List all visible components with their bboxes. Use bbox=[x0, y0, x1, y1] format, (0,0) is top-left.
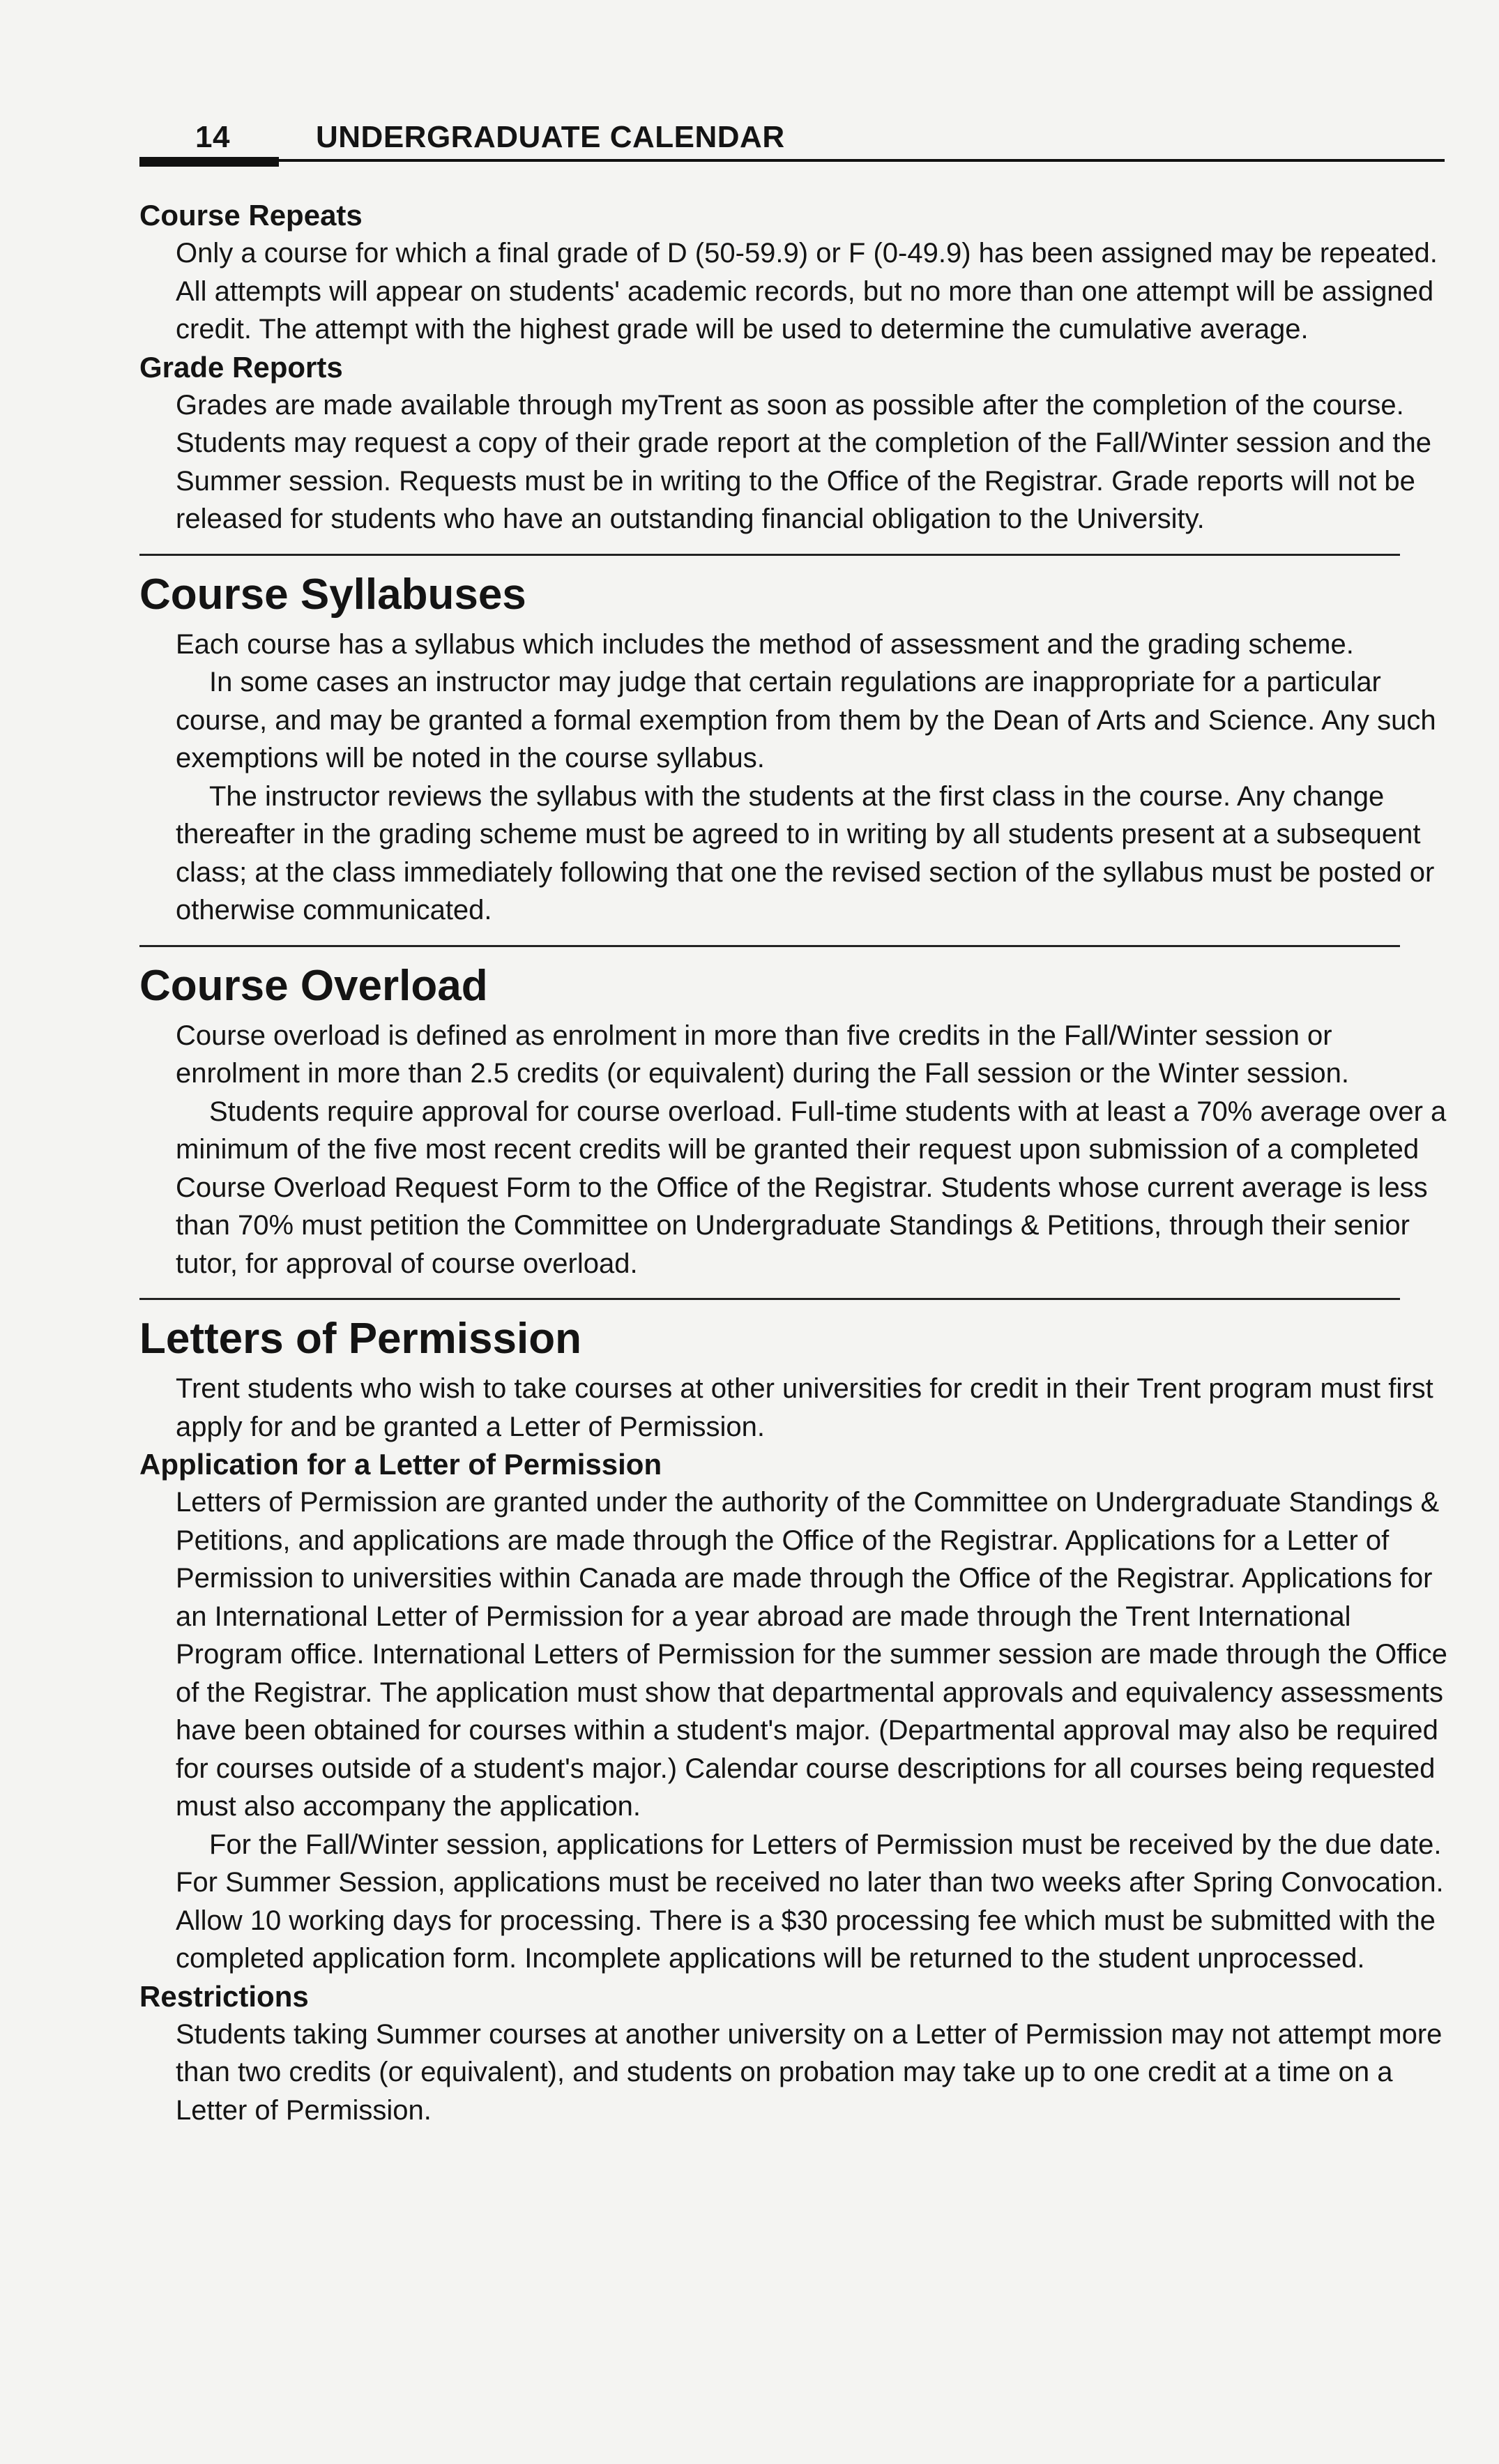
grade-reports-heading: Grade Reports bbox=[139, 350, 343, 384]
course-overload-title: Course Overload bbox=[139, 961, 488, 1010]
application-heading: Application for a Letter of Permission bbox=[139, 1448, 662, 1481]
course-overload-p1: Course overload is defined as enrolment in more than five credits in the Fall/Winter session or enrolment in more than 2.5 credits (or equivalent) during the Fall session or the Winter session. bbox=[176, 1020, 1350, 1089]
section-divider bbox=[139, 1298, 1400, 1300]
page-number: 14 bbox=[195, 120, 230, 154]
application-p1: Letters of Permission are granted under the authority of the Committee on Undergraduate Standings & Petitions, and applications are made through the Office of the Registrar. Applications for a Letter of Permission to universities within Canada are made through the Office of the Registrar. Applications for an International Letter of Permission for a year abroad are made through the Trent International Program office. International Letters of Permission for the summer session are made through the Office of the Registrar. The application must show that departmental approvals and equivalency assessments have been obtained for courses within a student's major. (Departmental approval may also be required for courses outside of a student's major.) Calendar course descriptions for all courses being requested must also accompany the application. bbox=[176, 1487, 1447, 1822]
application-p2: For the Fall/Winter session, applications for Letters of Permission must be received by the due date. For Summer Session, applications must be received no later than two weeks after Spring Convocation. Allow 10 working days for processing. There is a $30 processing fee which must be submitted with the completed application form. Incomplete applications will be returned to the student unprocessed. bbox=[176, 1829, 1444, 1974]
page-content bbox=[139, 197, 1450, 2129]
course-overload-p2: Students require approval for course overload. Full-time students with at least a 70% average over a minimum of the five most recent credits will be granted their request upon submission of a completed Course Overload Request Form to the Office of the Registrar. Students whose current average is less than 70% must petition the Committee on Undergraduate Standings & Petitions, through their senior tutor, for approval of course overload. bbox=[176, 1096, 1447, 1279]
grade-reports-text: Grades are made available through myTrent as soon as possible after the completion of the course. Students may request a copy of their grade report at the completion of the Fall/Winter session and the Summer session. Requests must be in writing to the Office of the Registrar. Grade reports will not be released for students who have an outstanding financial obligation to the University. bbox=[176, 389, 1431, 534]
course-syllabuses-p2: In some cases an instructor may judge that certain regulations are inappropriate for a particular course, and may be granted a formal exemption from them by the Dean of Arts and Science. Any such exemptions will be noted in the course syllabus. bbox=[176, 667, 1436, 773]
course-syllabuses-title: Course Syllabuses bbox=[139, 570, 526, 619]
restrictions-text: Students taking Summer courses at another university on a Letter of Permission may not attempt more than two credits (or equivalent), and students on probation may take up to one credit at a time on a Letter of Permission. bbox=[176, 2018, 1443, 2126]
course-syllabuses-p3: The instructor reviews the syllabus with the students at the first class in the course. Any change thereafter in the grading scheme must be agreed to in writing by all students present at a subsequent class; at the class immediately following that one the revised section of the syllabus must be posted or otherwise communicated. bbox=[176, 780, 1435, 925]
running-title: UNDERGRADUATE CALENDAR bbox=[316, 120, 785, 154]
course-syllabuses-p1: Each course has a syllabus which includes the method of assessment and the grading scheme. bbox=[176, 628, 1354, 660]
restrictions-heading: Restrictions bbox=[139, 1979, 309, 2013]
section-divider bbox=[139, 554, 1400, 556]
section-divider bbox=[139, 945, 1400, 947]
page-header bbox=[139, 117, 1445, 159]
letters-of-permission-title: Letters of Permission bbox=[139, 1315, 581, 1363]
letters-of-permission-intro: Trent students who wish to take courses at other universities for credit in their Trent program must first apply for and be granted a Letter of Permission. bbox=[176, 1373, 1433, 1442]
course-repeats-text: Only a course for which a final grade of D (50-59.9) or F (0-49.9) has been assigned may be repeated. All attempts will appear on students' academic records, but no more than one attempt will be assigned credit. The attempt with the highest grade will be used to determine the cumulative average. bbox=[176, 238, 1438, 345]
course-repeats-heading: Course Repeats bbox=[139, 199, 363, 232]
header-rule bbox=[139, 159, 1445, 162]
header-rule-accent bbox=[139, 157, 279, 167]
